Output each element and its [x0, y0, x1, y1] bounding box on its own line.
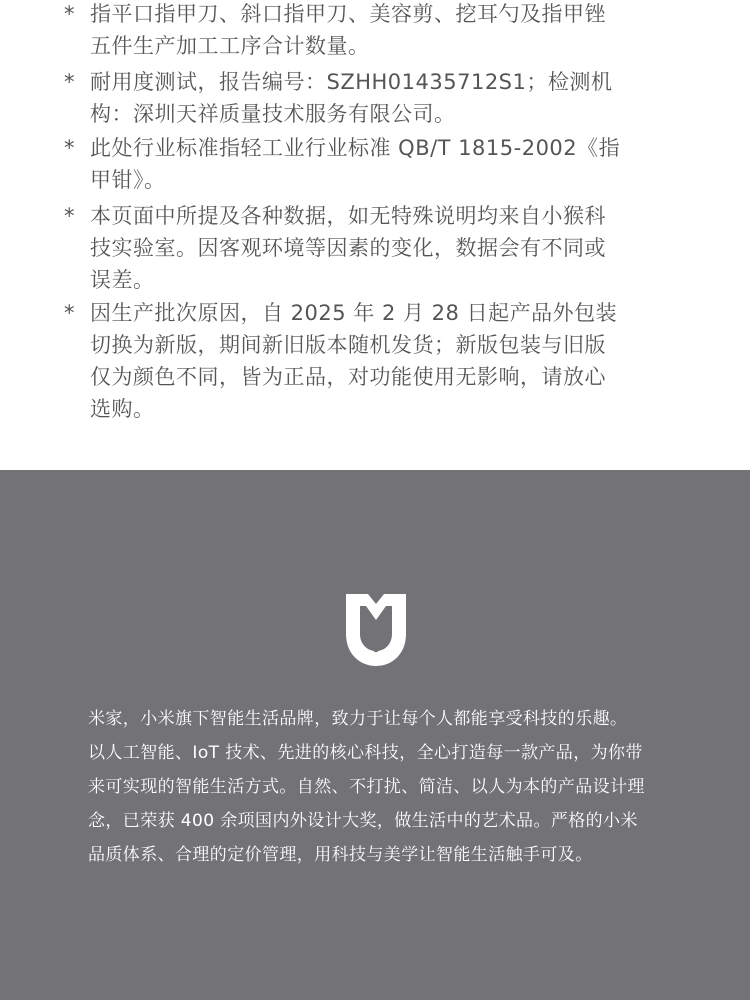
footnote-text: 本页面中所提及各种数据，如无特殊说明均来自小猴科 技实验室。因客观环境等因素的变化，数据会有不同或 误差。 — [90, 204, 606, 292]
footnote-marker: * — [64, 70, 75, 94]
footnote-item — [64, 200, 704, 296]
footnote-item — [64, 297, 704, 425]
footnote-marker: * — [64, 204, 75, 228]
brand-description: 米家，小米旗下智能生活品牌，致力于让每个人都能享受科技的乐趣。 以人工智能、IoT 技术、先进的核心科技，全心打造每一款产品，为你带 来可实现的智能生活方式。自然、不打扰、简洁、以人为本的产品设计理 念，已荣获 400 余项国内外设计大奖，做生活中的艺术品。严格的小米 品质体系、合理的定价管理，用科技与美学让智能生活触手可及。 — [88, 709, 645, 865]
footnote-marker: * — [64, 301, 75, 325]
footnote-text: 因生产批次原因，自 2025 年 2 月 28 日起产品外包装 切换为新版，期间新旧版本随机发货；新版包装与旧版 仅为颜色不同，皆为正品，对功能使用无影响，请放心 选购。 — [90, 301, 618, 421]
footnote-text: 此处行业标准指轻工业行业标准 QB/T 1815-2002《指 甲钳》。 — [90, 136, 621, 192]
footnote-text: 指平口指甲刀、斜口指甲刀、美容剪、挖耳勺及指甲锉 五件生产加工工序合计数量。 — [90, 2, 606, 58]
footnote-marker: * — [64, 2, 75, 26]
footnote-item — [64, 0, 704, 62]
brand-section — [0, 470, 750, 1000]
footnote-text: 耐用度测试，报告编号：SZHH01435712S1；检测机 构：深圳天祥质量技术服务有限公司。 — [90, 70, 613, 126]
footnote-item — [64, 66, 704, 130]
mijia-logo-icon — [340, 590, 412, 670]
footnote-marker: * — [64, 136, 75, 160]
footnotes-section — [0, 0, 750, 470]
footnote-item — [64, 132, 704, 196]
